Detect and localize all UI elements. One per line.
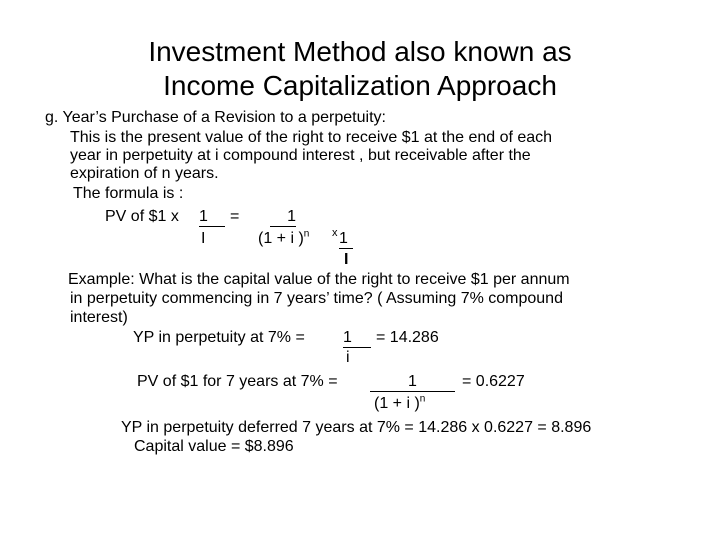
yp-denominator: i (346, 349, 350, 366)
example-line-2: in perpetuity commencing in 7 years’ time? ( Assuming 7% compound (70, 290, 563, 307)
pv-result: = 0.6227 (462, 373, 525, 390)
pv-denominator: (1 + i )$^n$ (374, 393, 426, 412)
description-line-3: expiration of n years. (70, 165, 219, 182)
section-heading: g. Year’s Purchase of a Revision to a perpetuity: (45, 109, 386, 126)
formula-numerator-2: 1 (270, 209, 296, 227)
pv-numerator: 1 (370, 374, 455, 392)
formula-intro: The formula is : (73, 185, 184, 202)
yp-result: = 14.286 (376, 329, 439, 346)
formula-denominator-2: (1 + i )$^n$ (258, 228, 310, 247)
pv-label: PV of $1 for 7 years at 7% = (137, 373, 338, 390)
formula-denominator-1: I (201, 230, 206, 247)
capital-value: Capital value = $8.896 (134, 438, 294, 455)
yp-numerator: 1 (343, 330, 371, 348)
description-line-1: This is the present value of the right to receive $1 at the end of each (70, 129, 553, 146)
description-line-2: year in perpetuity at i compound interest , but receivable after the (70, 147, 531, 164)
yp-label: YP in perpetuity at 7% = (133, 329, 305, 346)
example-line-1: Example: What is the capital value of the right to receive $1 per annum (68, 271, 570, 288)
deferred-calculation: YP in perpetuity deferred 7 years at 7% = 14.286 x 0.6227 = 8.896 (121, 419, 592, 436)
example-line-3: interest) (70, 309, 128, 326)
slide-title-line-1: Investment Method also known as (148, 36, 572, 67)
formula-equals: = (230, 208, 240, 225)
slide-title-line-2: Income Capitalization Approach (163, 70, 557, 101)
formula-numerator-1: 1 (199, 209, 225, 227)
formula-lhs: PV of $1 x (105, 208, 179, 225)
formula-numerator-3: 1 (339, 231, 353, 249)
formula-times: x (332, 227, 338, 239)
formula-denominator-3: I (344, 251, 349, 268)
